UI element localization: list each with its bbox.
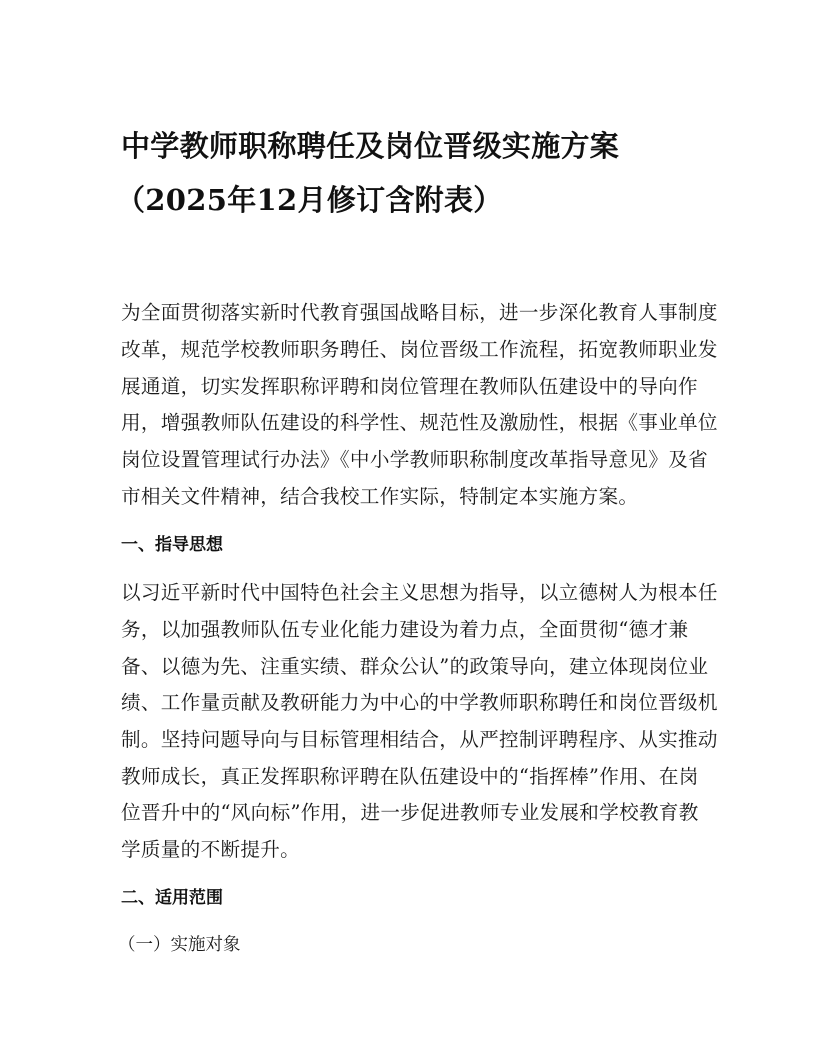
paragraph-line: 改革，规范学校教师职务聘任、岗位晋级工作流程，拓宽教师职业发 [121,338,718,361]
document-title: 中学教师职称聘任及岗位晋级实施方案 [121,129,620,163]
paragraph-line: 市相关文件精神，结合我校工作实际，特制定本实施方案。 [121,485,639,508]
paragraph-line: 用，增强教师队伍建设的科学性、规范性及激励性，根据《事业单位 [121,411,718,434]
paragraph-line: 教师成长，真正发挥职称评聘在队伍建设中的“指挥棒”作用、在岗 [121,765,699,788]
document-subtitle: （2025年12月修订含附表） [116,183,503,217]
paragraph-line: 备、以德为先、注重实绩、群众公认”的政策导向，建立体现岗位业 [121,655,709,678]
paragraph-line: 学质量的不断提升。 [121,838,301,861]
section-heading-guiding-ideology: 一、指导思想 [121,535,223,555]
paragraph-line: 绩、工作量贡献及教研能力为中心的中学教师职称聘任和岗位晋级机 [121,691,718,714]
section-heading-scope: 二、适用范围 [121,888,223,908]
paragraph-line: 岗位设置管理试行办法》《中小学教师职称制度改革指导意见》及省 [121,448,709,471]
paragraph-line: 位晋升中的“风向标”作用，进一步促进教师专业发展和学校教育教 [121,801,699,824]
paragraph-line: 展通道，切实发挥职称评聘和岗位管理在教师队伍建设中的导向作 [121,375,698,398]
paragraph-line: 为全面贯彻落实新时代教育强国战略目标，进一步深化教育人事制度 [121,301,718,324]
paragraph-line: 制。坚持问题导向与目标管理相结合，从严控制评聘程序、从实推动 [121,728,718,751]
paragraph-line: 以习近平新时代中国特色社会主义思想为指导，以立德树人为根本任 [121,581,718,604]
paragraph-line: 务，以加强教师队伍专业化能力建设为着力点，全面贯彻“德才兼 [121,618,689,641]
subsection-heading-targets: （一）实施对象 [118,935,241,955]
